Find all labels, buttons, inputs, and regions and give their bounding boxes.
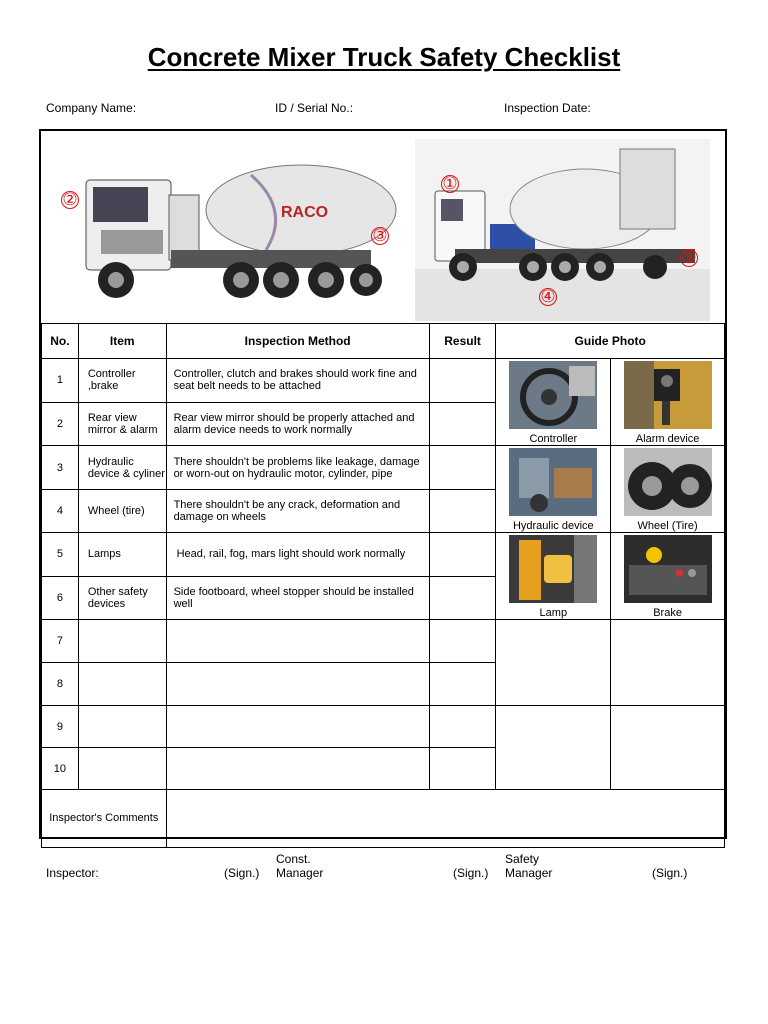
truck-front-image xyxy=(81,155,401,315)
result-cell[interactable] xyxy=(429,533,496,577)
marker-2: ② xyxy=(62,190,78,210)
caption-hydraulic-device: Hydraulic device xyxy=(512,520,594,532)
comments-row xyxy=(42,790,725,848)
header-method: Inspection Method xyxy=(166,324,429,359)
caption-alarm-device: Alarm device xyxy=(635,433,700,445)
guide-photo-lamp xyxy=(496,533,611,620)
inspector-comments-label: Inspector's Comments xyxy=(42,790,167,848)
serial-number-label: ID / Serial No.: xyxy=(275,101,354,115)
caption-brake: Brake xyxy=(653,607,682,619)
safety-manager-sign: (Sign.) xyxy=(652,866,688,880)
guide-photo-brake xyxy=(611,533,725,620)
header-no: No. xyxy=(42,324,79,359)
row-item: Hydraulic device & cyliner xyxy=(78,446,166,490)
hydraulic-device-photo xyxy=(509,448,597,516)
row-method[interactable] xyxy=(166,706,429,748)
row-method[interactable] xyxy=(166,748,429,790)
row-method: Controller, clutch and brakes should work fine and seat belt needs to be attached xyxy=(166,359,429,403)
inspector-label: Inspector: xyxy=(46,866,99,880)
checklist-table xyxy=(41,323,725,848)
guide-photo-empty xyxy=(611,706,725,790)
table-row xyxy=(42,706,725,748)
brake-photo xyxy=(624,535,712,603)
row-item: Controller ,brake xyxy=(78,359,166,403)
row-number: 3 xyxy=(42,446,79,490)
result-cell[interactable] xyxy=(429,748,496,790)
row-item[interactable] xyxy=(78,748,166,790)
header-result: Result xyxy=(429,324,496,359)
row-item: Rear view mirror & alarm xyxy=(78,402,166,446)
lamp-photo xyxy=(509,535,597,603)
truck-rear-image xyxy=(415,139,710,321)
result-cell[interactable] xyxy=(429,706,496,748)
row-item[interactable] xyxy=(78,706,166,748)
page-title: Concrete Mixer Truck Safety Checklist xyxy=(147,42,621,72)
table-row xyxy=(42,446,725,490)
truck-photo-area xyxy=(41,131,725,324)
inspector-comments-field[interactable] xyxy=(166,790,724,848)
wheel-photo xyxy=(624,448,712,516)
row-number: 5 xyxy=(42,533,79,577)
table-header-row xyxy=(42,324,725,359)
row-item[interactable] xyxy=(78,620,166,663)
marker-4: ④ xyxy=(540,287,556,307)
caption-lamp: Lamp xyxy=(539,607,568,619)
row-number: 7 xyxy=(42,620,79,663)
result-cell[interactable] xyxy=(429,663,496,706)
row-number: 10 xyxy=(42,748,79,790)
guide-photo-hydraulic xyxy=(496,446,611,533)
row-item: Lamps xyxy=(78,533,166,577)
row-method: There shouldn't be problems like leakage, damage or worn-out on hydraulic motor, cylinder, pipe xyxy=(166,446,429,490)
row-method: Rear view mirror should be properly attached and alarm device needs to work normally xyxy=(166,402,429,446)
marker-5: ⑤ xyxy=(681,248,697,268)
table-row xyxy=(42,533,725,577)
marker-1: ① xyxy=(442,174,458,194)
row-number: 9 xyxy=(42,706,79,748)
caption-wheel: Wheel (Tire) xyxy=(637,520,698,532)
guide-photo-empty xyxy=(496,620,611,706)
row-method[interactable] xyxy=(166,620,429,663)
row-number: 8 xyxy=(42,663,79,706)
table-row xyxy=(42,359,725,403)
header-item: Item xyxy=(78,324,166,359)
result-cell[interactable] xyxy=(429,490,496,533)
row-number: 4 xyxy=(42,490,79,533)
company-name-label: Company Name: xyxy=(46,101,137,115)
guide-photo-empty xyxy=(496,706,611,790)
guide-photo-empty xyxy=(611,620,725,706)
row-method: There shouldn't be any crack, deformation and damage on wheels xyxy=(166,490,429,533)
result-cell[interactable] xyxy=(429,359,496,403)
row-number: 6 xyxy=(42,576,79,620)
row-item[interactable] xyxy=(78,663,166,706)
result-cell[interactable] xyxy=(429,620,496,663)
result-cell[interactable] xyxy=(429,402,496,446)
row-item: Other safety devices xyxy=(78,576,166,620)
checklist-frame xyxy=(39,129,727,839)
controller-photo xyxy=(509,361,597,429)
inspection-date-label: Inspection Date: xyxy=(504,101,591,115)
row-item: Wheel (tire) xyxy=(78,490,166,533)
guide-photo-controller xyxy=(496,359,611,446)
result-cell[interactable] xyxy=(429,446,496,490)
guide-photo-wheel xyxy=(611,446,725,533)
const-manager-sign: (Sign.) xyxy=(453,866,489,880)
brand-text: RACO xyxy=(281,204,329,221)
row-number: 1 xyxy=(42,359,79,403)
header-guide-photo: Guide Photo xyxy=(496,324,725,359)
row-method[interactable] xyxy=(166,663,429,706)
row-method: Side footboard, wheel stopper should be installed well xyxy=(166,576,429,620)
inspector-sign: (Sign.) xyxy=(224,866,260,880)
const-manager-label: Const. Manager xyxy=(276,852,324,880)
marker-3: ③ xyxy=(372,226,388,246)
guide-photo-alarm xyxy=(611,359,725,446)
caption-controller: Controller xyxy=(529,433,578,445)
result-cell[interactable] xyxy=(429,576,496,620)
row-number: 2 xyxy=(42,402,79,446)
safety-manager-label: Safety Manager xyxy=(505,852,553,880)
table-row xyxy=(42,620,725,663)
alarm-device-photo xyxy=(624,361,712,429)
row-method: Head, rail, fog, mars light should work normally xyxy=(166,533,429,577)
